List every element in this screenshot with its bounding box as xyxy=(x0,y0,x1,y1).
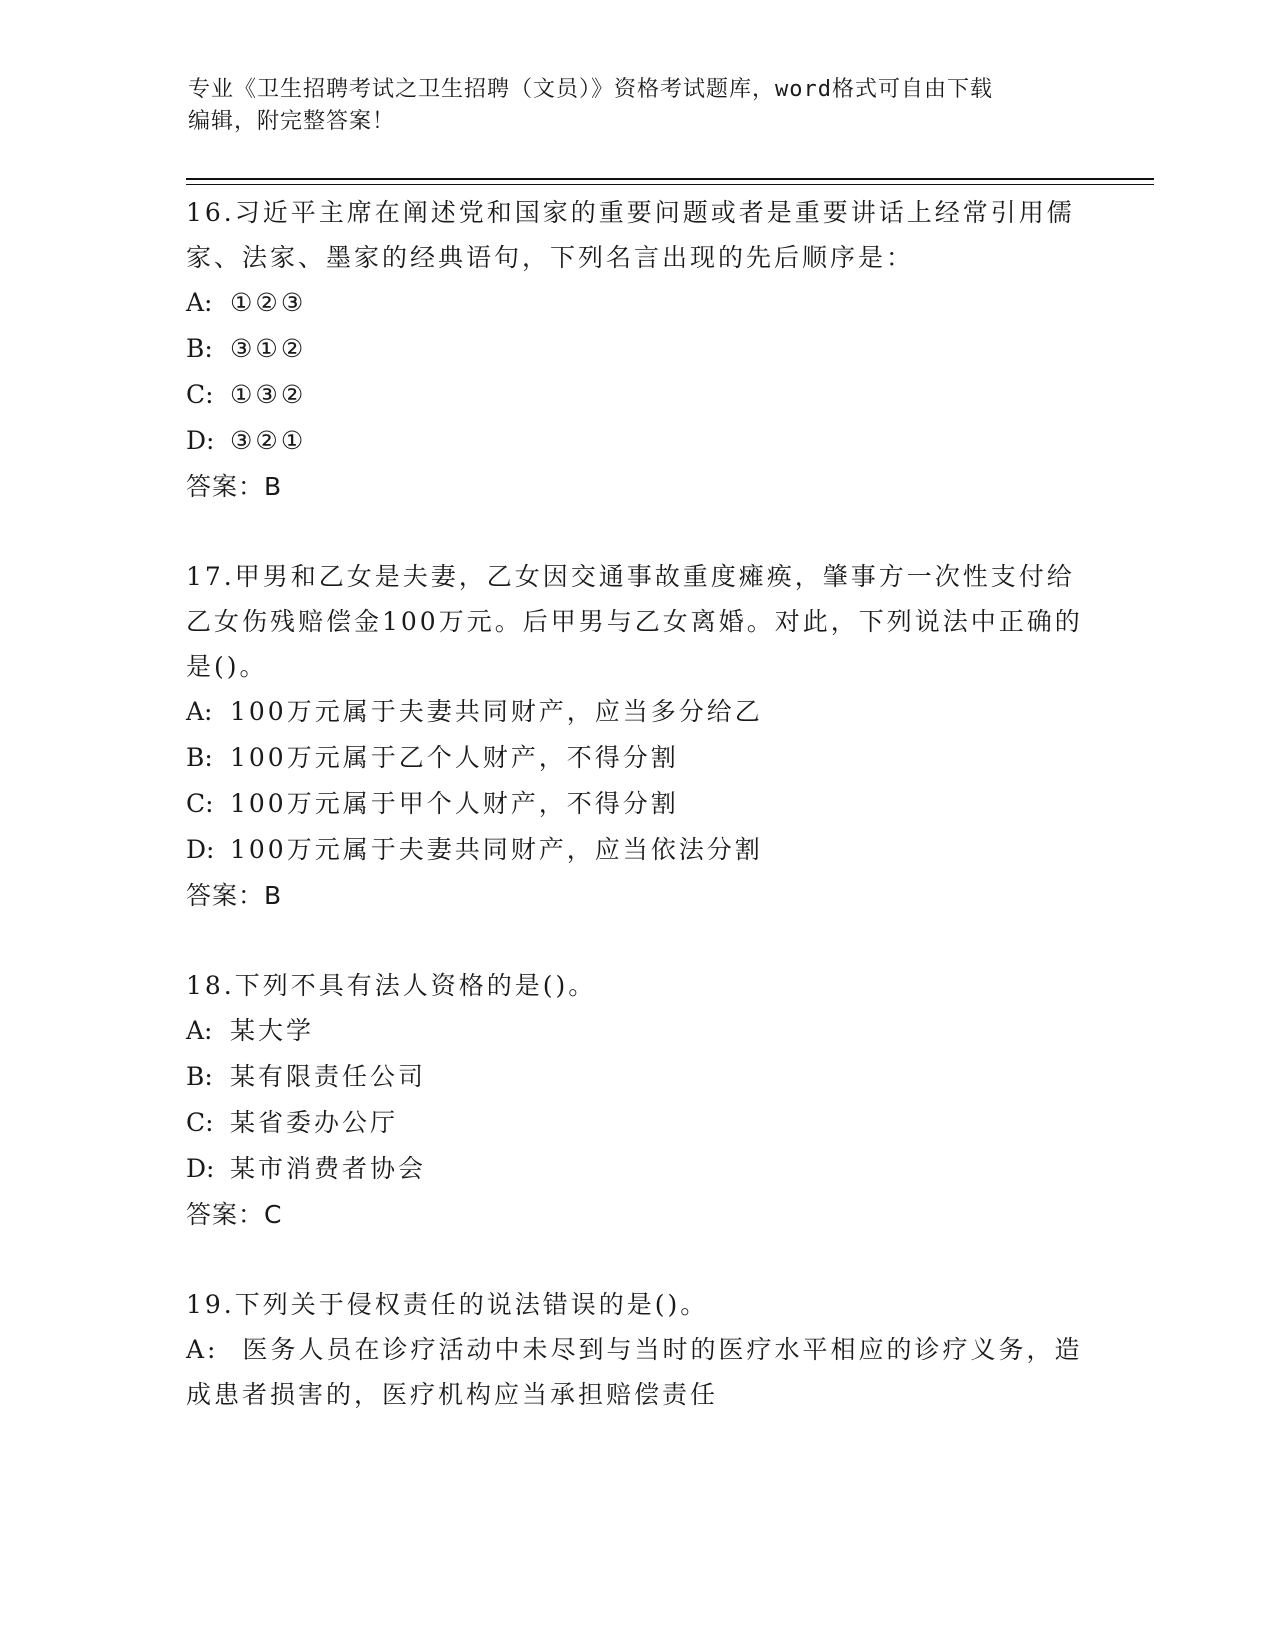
document-header xyxy=(188,74,1088,138)
question-16 xyxy=(186,190,1086,510)
option-text: 100万元属于甲个人财产，不得分割 xyxy=(230,789,679,818)
option-c xyxy=(186,1100,1086,1146)
option-text: ③②① xyxy=(230,426,307,455)
option-text: 医务人员在诊疗活动中未尽到与当时的医疗水平相应的诊疗义务，造成患者损害的，医疗机构应当承担赔偿责任 xyxy=(186,1335,1083,1409)
header-divider-thin xyxy=(186,184,1154,185)
option-letter: B: xyxy=(186,743,213,772)
option-text: 某省委办公厅 xyxy=(230,1108,399,1137)
option-letter: D: xyxy=(186,835,215,864)
option-text: 某有限责任公司 xyxy=(230,1062,427,1091)
option-text: 某大学 xyxy=(230,1016,315,1045)
option-text: ①②③ xyxy=(230,288,307,317)
question-18 xyxy=(186,963,1086,1238)
option-text: ①③② xyxy=(230,380,307,409)
question-text: 19.下列关于侵权责任的说法错误的是()。 xyxy=(186,1290,709,1319)
option-letter: A: xyxy=(186,288,213,317)
option-a xyxy=(186,1327,1086,1417)
option-letter: C: xyxy=(186,789,214,818)
option-letter: B: xyxy=(186,1062,213,1091)
option-b xyxy=(186,735,1086,781)
header-divider-thick xyxy=(186,178,1154,180)
option-letter: D: xyxy=(186,426,215,455)
option-text: 100万元属于夫妻共同财产，应当多分给乙 xyxy=(230,697,763,726)
option-b xyxy=(186,326,1086,372)
question-text: 17.甲男和乙女是夫妻，乙女因交通事故重度瘫痪，肇事方一次性支付给乙女伤残赔偿金100万元。后甲男与乙女离婚。对此，下列说法中正确的是()。 xyxy=(186,562,1083,681)
option-b xyxy=(186,1054,1086,1100)
option-d xyxy=(186,1146,1086,1192)
header-line-2: 编辑，附完整答案！ xyxy=(188,109,396,134)
answer-label: 答案：B xyxy=(186,472,283,501)
question-text: 16.习近平主席在阐述党和国家的重要问题或者是重要讲话上经常引用儒家、法家、墨家的经典语句，下列名言出现的先后顺序是： xyxy=(186,198,1075,272)
question-text: 18.下列不具有法人资格的是()。 xyxy=(186,971,597,1000)
option-a xyxy=(186,1008,1086,1054)
answer-label: 答案：C xyxy=(186,1200,283,1229)
option-letter: C: xyxy=(186,380,214,409)
option-letter: C: xyxy=(186,1108,214,1137)
option-d xyxy=(186,827,1086,873)
option-c xyxy=(186,372,1086,418)
option-text: 100万元属于夫妻共同财产，应当依法分割 xyxy=(230,835,763,864)
option-a xyxy=(186,689,1086,735)
question-17 xyxy=(186,554,1086,919)
option-letter: A: xyxy=(186,697,213,726)
option-text: 100万元属于乙个人财产，不得分割 xyxy=(230,743,679,772)
option-letter: D: xyxy=(186,1154,215,1183)
option-a xyxy=(186,280,1086,326)
question-19 xyxy=(186,1282,1086,1417)
option-d xyxy=(186,418,1086,464)
option-letter: B: xyxy=(186,334,213,363)
answer-label: 答案：B xyxy=(186,881,283,910)
question-list xyxy=(186,190,1086,1461)
option-text: 某市消费者协会 xyxy=(230,1154,427,1183)
option-letter: A: xyxy=(186,1016,213,1045)
option-letter: A: xyxy=(186,1335,219,1364)
option-text: ③①② xyxy=(230,334,307,363)
option-c xyxy=(186,781,1086,827)
header-line-1: 专业《卫生招聘考试之卫生招聘（文员）》资格考试题库，word格式可自由下载 xyxy=(188,77,993,102)
